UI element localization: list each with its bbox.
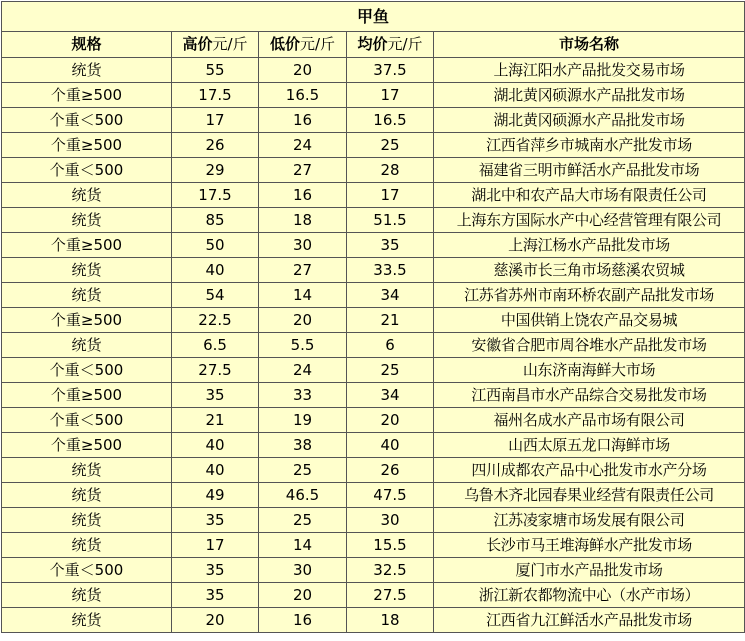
cell-market: 山东济南海鲜大市场 [434, 358, 745, 383]
cell-high: 22.5 [172, 308, 259, 333]
cell-high: 29 [172, 158, 259, 183]
table-row [2, 533, 745, 558]
cell-spec: 统货 [2, 458, 172, 483]
table-title: 甲鱼 [2, 2, 745, 32]
cell-avg: 32.5 [347, 558, 434, 583]
table-row [2, 383, 745, 408]
table-row [2, 358, 745, 383]
cell-avg: 34 [347, 283, 434, 308]
table-row [2, 458, 745, 483]
cell-low: 16 [259, 608, 347, 633]
cell-avg: 37.5 [347, 58, 434, 83]
cell-spec: 个重＜500 [2, 558, 172, 583]
cell-low: 27 [259, 158, 347, 183]
cell-market: 湖北黄冈硕源水产品批发市场 [434, 83, 745, 108]
cell-low: 27 [259, 258, 347, 283]
cell-high: 85 [172, 208, 259, 233]
cell-high: 17 [172, 108, 259, 133]
cell-spec: 统货 [2, 208, 172, 233]
cell-market: 江西省萍乡市城南水产批发市场 [434, 133, 745, 158]
table-row [2, 258, 745, 283]
cell-low: 46.5 [259, 483, 347, 508]
header-row [2, 32, 745, 58]
cell-spec: 统货 [2, 533, 172, 558]
cell-avg: 25 [347, 133, 434, 158]
cell-high: 35 [172, 383, 259, 408]
cell-low: 20 [259, 308, 347, 333]
cell-high: 40 [172, 458, 259, 483]
cell-high: 55 [172, 58, 259, 83]
cell-low: 25 [259, 508, 347, 533]
cell-high: 17 [172, 533, 259, 558]
cell-low: 14 [259, 533, 347, 558]
cell-market: 湖北中和农产品大市场有限责任公司 [434, 183, 745, 208]
cell-spec: 个重＜500 [2, 158, 172, 183]
table-row [2, 308, 745, 333]
cell-spec: 统货 [2, 483, 172, 508]
table-row [2, 408, 745, 433]
cell-market: 上海江杨水产品批发市场 [434, 233, 745, 258]
cell-low: 19 [259, 408, 347, 433]
price-table-container [1, 1, 744, 633]
cell-market: 山西太原五龙口海鲜市场 [434, 433, 745, 458]
cell-spec: 统货 [2, 508, 172, 533]
cell-spec: 个重≥500 [2, 308, 172, 333]
cell-spec: 个重≥500 [2, 233, 172, 258]
cell-low: 30 [259, 233, 347, 258]
table-row [2, 108, 745, 133]
cell-avg: 17 [347, 183, 434, 208]
cell-spec: 统货 [2, 583, 172, 608]
cell-avg: 33.5 [347, 258, 434, 283]
cell-market: 湖北黄冈硕源水产品批发市场 [434, 108, 745, 133]
cell-avg: 6 [347, 333, 434, 358]
cell-avg: 40 [347, 433, 434, 458]
table-row [2, 83, 745, 108]
cell-avg: 16.5 [347, 108, 434, 133]
cell-spec: 个重≥500 [2, 133, 172, 158]
cell-spec: 统货 [2, 183, 172, 208]
cell-high: 35 [172, 583, 259, 608]
cell-market: 厦门市水产品批发市场 [434, 558, 745, 583]
cell-avg: 21 [347, 308, 434, 333]
table-row [2, 333, 745, 358]
table-row [2, 433, 745, 458]
cell-high: 49 [172, 483, 259, 508]
cell-avg: 34 [347, 383, 434, 408]
cell-market: 浙江新农都物流中心（水产市场） [434, 583, 745, 608]
cell-low: 20 [259, 58, 347, 83]
cell-high: 35 [172, 508, 259, 533]
price-table [1, 1, 745, 633]
cell-avg: 35 [347, 233, 434, 258]
cell-high: 40 [172, 258, 259, 283]
cell-high: 50 [172, 233, 259, 258]
table-row [2, 508, 745, 533]
cell-market: 上海东方国际水产中心经营管理有限公司 [434, 208, 745, 233]
header-spec: 规格 [2, 32, 172, 58]
table-row [2, 183, 745, 208]
cell-market: 江苏省苏州市南环桥农副产品批发市场 [434, 283, 745, 308]
cell-market: 江西省九江鲜活水产品批发市场 [434, 608, 745, 633]
table-row [2, 208, 745, 233]
header-low: 低价元/斤 [259, 32, 347, 58]
cell-market: 上海江阳水产品批发交易市场 [434, 58, 745, 83]
cell-low: 5.5 [259, 333, 347, 358]
cell-low: 30 [259, 558, 347, 583]
cell-high: 40 [172, 433, 259, 458]
cell-high: 54 [172, 283, 259, 308]
cell-high: 6.5 [172, 333, 259, 358]
cell-avg: 30 [347, 508, 434, 533]
cell-low: 24 [259, 358, 347, 383]
cell-avg: 17 [347, 83, 434, 108]
cell-low: 24 [259, 133, 347, 158]
table-row [2, 558, 745, 583]
cell-market: 中国供销上饶农产品交易城 [434, 308, 745, 333]
cell-low: 16 [259, 108, 347, 133]
cell-spec: 个重≥500 [2, 383, 172, 408]
cell-avg: 25 [347, 358, 434, 383]
cell-spec: 统货 [2, 258, 172, 283]
cell-low: 16.5 [259, 83, 347, 108]
header-market: 市场名称 [434, 32, 745, 58]
cell-avg: 51.5 [347, 208, 434, 233]
table-body [2, 58, 745, 633]
cell-low: 33 [259, 383, 347, 408]
cell-avg: 47.5 [347, 483, 434, 508]
cell-high: 17.5 [172, 183, 259, 208]
cell-low: 38 [259, 433, 347, 458]
cell-avg: 18 [347, 608, 434, 633]
cell-avg: 28 [347, 158, 434, 183]
cell-low: 25 [259, 458, 347, 483]
cell-high: 26 [172, 133, 259, 158]
cell-spec: 统货 [2, 58, 172, 83]
table-row [2, 133, 745, 158]
cell-spec: 统货 [2, 608, 172, 633]
header-avg: 均价元/斤 [347, 32, 434, 58]
cell-low: 16 [259, 183, 347, 208]
cell-spec: 个重＜500 [2, 358, 172, 383]
cell-avg: 20 [347, 408, 434, 433]
cell-spec: 统货 [2, 283, 172, 308]
cell-low: 14 [259, 283, 347, 308]
table-row [2, 283, 745, 308]
cell-low: 20 [259, 583, 347, 608]
cell-spec: 个重≥500 [2, 433, 172, 458]
cell-market: 慈溪市长三角市场慈溪农贸城 [434, 258, 745, 283]
cell-market: 四川成都农产品中心批发市水产分场 [434, 458, 745, 483]
cell-avg: 15.5 [347, 533, 434, 558]
cell-high: 21 [172, 408, 259, 433]
cell-high: 17.5 [172, 83, 259, 108]
cell-spec: 个重＜500 [2, 408, 172, 433]
table-row [2, 158, 745, 183]
cell-market: 福建省三明市鲜活水产品批发市场 [434, 158, 745, 183]
table-row [2, 608, 745, 633]
cell-market: 江苏凌家塘市场发展有限公司 [434, 508, 745, 533]
cell-low: 18 [259, 208, 347, 233]
table-title-row [2, 2, 745, 32]
cell-high: 27.5 [172, 358, 259, 383]
header-high: 高价元/斤 [172, 32, 259, 58]
cell-market: 乌鲁木齐北园春果业经营有限责任公司 [434, 483, 745, 508]
table-row [2, 583, 745, 608]
cell-high: 35 [172, 558, 259, 583]
table-row [2, 58, 745, 83]
cell-avg: 26 [347, 458, 434, 483]
cell-high: 20 [172, 608, 259, 633]
cell-market: 安徽省合肥市周谷堆水产品批发市场 [434, 333, 745, 358]
cell-spec: 个重≥500 [2, 83, 172, 108]
cell-spec: 统货 [2, 333, 172, 358]
table-row [2, 483, 745, 508]
cell-market: 福州名成水产品市场有限公司 [434, 408, 745, 433]
cell-spec: 个重＜500 [2, 108, 172, 133]
cell-market: 江西南昌市水产品综合交易批发市场 [434, 383, 745, 408]
table-row [2, 233, 745, 258]
cell-market: 长沙市马王堆海鲜水产批发市场 [434, 533, 745, 558]
cell-avg: 27.5 [347, 583, 434, 608]
